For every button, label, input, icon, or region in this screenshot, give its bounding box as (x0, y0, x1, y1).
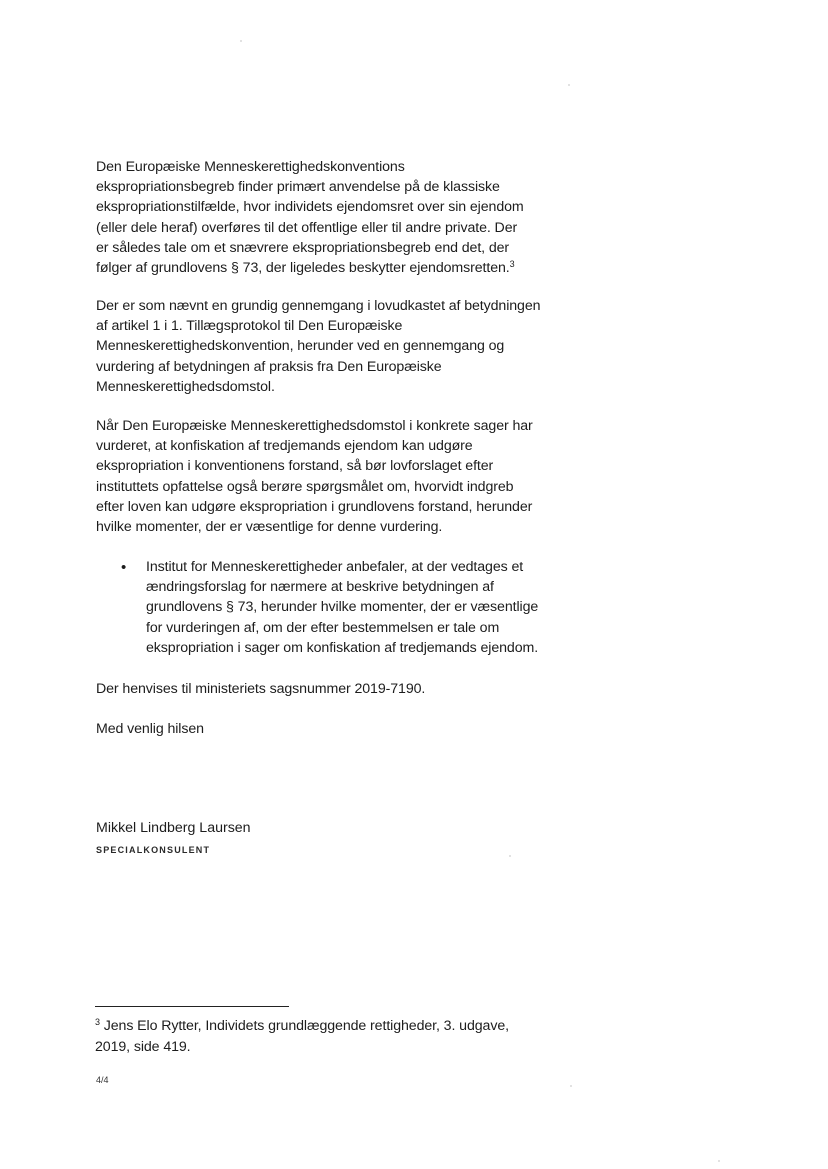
text-line: Menneskerettighedskonvention, herunder ved en gennemgang og (96, 338, 505, 355)
footnote-line: 2019, side 419. (95, 1038, 191, 1055)
text-line: ændringsforslag for nærmere at beskrive betydningen af (146, 579, 494, 596)
recommendation-bullet (146, 557, 538, 658)
signature-name: Mikkel Lindberg Laursen (96, 820, 251, 836)
text-line: for vurderingen af, om der efter bestemmelsen er tale om (146, 619, 500, 636)
paragraph-konfiskation (96, 416, 533, 537)
case-number-reference: Der henvises til ministeriets sagsnummer 2019-7190. (96, 681, 426, 697)
scan-speck (568, 84, 570, 86)
bullet-icon: • (121, 559, 127, 576)
text-line: hvilke momenter, der er væsentlige for denne vurdering. (96, 519, 443, 536)
text-line: Der er som nævnt en grundig gennemgang i lovudkastet af betydningen (96, 298, 541, 314)
scan-speck (240, 40, 242, 42)
text-line: er således tale om et snævrere ekspropriationsbegreb end det, der (96, 239, 510, 256)
paragraph-ekspropriationsbegreb (96, 157, 524, 278)
footnote-divider (95, 1006, 289, 1007)
text-line: ekspropriation i konventionens forstand, så bør lovforslaget efter (96, 458, 494, 475)
text-line: Den Europæiske Menneskerettighedskonventions (96, 159, 405, 175)
signature-title: SPECIALKONSULENT (96, 845, 211, 855)
text-line: af artikel 1 i 1. Tillægsprotokol til Den Europæiske (96, 318, 403, 335)
footnote-reference: 3 (509, 259, 515, 270)
scan-speck (509, 855, 511, 857)
text-line: Når Den Europæiske Menneskerettighedsdomstol i konkrete sager har (96, 418, 533, 434)
text-line: ekspropriation i sager om konfiskation af tredjemands ejendom. (146, 639, 539, 656)
text-line: ekspropriationsbegreb finder primært anvendelse på de klassiske (96, 179, 500, 196)
text-line-last (96, 258, 524, 278)
footnote-text: Jens Elo Rytter, Individets grundlæggende rettigheder, 3. udgave, (99, 1018, 509, 1034)
footnote-number: 3 (95, 1017, 100, 1027)
closing-greeting: Med venlig hilsen (96, 721, 204, 737)
text-line: Menneskerettighedsdomstol. (96, 378, 275, 395)
text-line: grundlovens § 73, herunder hvilke momenter, der er væsentlige (146, 599, 539, 616)
text-line: (eller dele heraf) overføres til det offentlige eller til andre private. Der (96, 219, 518, 236)
text-line-content: følger af grundlovens § 73, der ligeledes beskytter ejendomsretten. (96, 260, 510, 277)
page-number: 4/4 (96, 1075, 109, 1085)
text-line: vurderet, at konfiskation af tredjemands ejendom kan udgøre (96, 438, 473, 455)
text-line: ekspropriationstilfælde, hvor individets ejendomsret over sin ejendom (96, 199, 524, 216)
footnote (95, 1016, 509, 1057)
scan-speck (570, 1085, 572, 1087)
scan-speck (718, 1160, 720, 1162)
text-line: Institut for Menneskerettigheder anbefaler, at der vedtages et (146, 559, 524, 575)
footnote-line (95, 1016, 509, 1037)
text-line: vurdering af betydningen af praksis fra Den Europæiske (96, 358, 442, 375)
text-line: efter loven kan udgøre ekspropriation i grundlovens forstand, herunder (96, 498, 533, 515)
text-line: instituttets opfattelse også berøre spørgsmålet om, hvorvidt indgreb (96, 478, 514, 495)
paragraph-lovudkast (96, 296, 540, 397)
